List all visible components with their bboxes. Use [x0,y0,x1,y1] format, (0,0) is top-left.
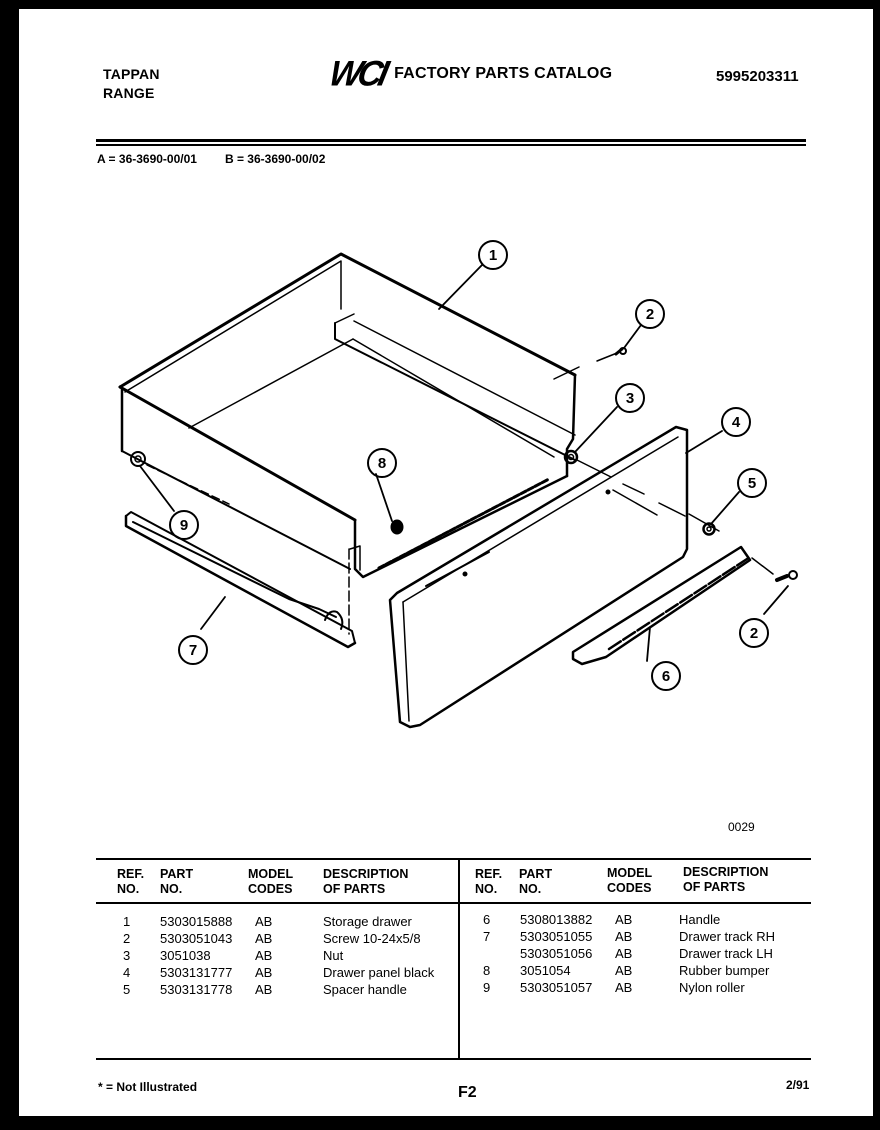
svg-text:4: 4 [731,414,741,431]
model-a: A = 36-3690-00/01 [97,152,197,166]
model-b: B = 36-3690-00/02 [224,152,326,166]
header-rule-top [96,139,806,142]
screw-bottom-shape [777,576,787,580]
svg-text:2: 2 [645,306,655,323]
svg-text:1: 1 [488,247,498,264]
catalog-page [19,9,873,1116]
table-top-rule [96,858,811,860]
drawer-track [126,512,355,647]
table-column-divider [458,858,460,1059]
table-row: 7 5303051055 AB Drawer track RH [483,929,776,944]
model-numbers [97,152,325,166]
catalog-header [325,54,613,94]
svg-text:9: 9 [179,517,189,534]
table-row: 9 5303051057 AB Nylon roller [483,980,745,995]
svg-text:7: 7 [188,642,198,659]
catalog-title: FACTORY PARTS CATALOG [394,65,613,82]
table-row: 4 5303131777 AB Drawer panel black [123,965,435,980]
table-row: 2 5303051043 AB Screw 10-24x5/8 [123,931,421,946]
table-row: 8 3051054 AB Rubber bumper [483,963,770,978]
header-rule-bottom [96,144,806,146]
table-header-rule [96,902,811,904]
exploded-parts-diagram [19,209,873,749]
figure-number: 0029 [728,820,755,834]
document-number: 5995203311 [716,68,799,85]
table-row: 5 5303131778 AB Spacer handle [123,982,407,997]
drawer-panel [390,427,687,727]
col-header-ref-right: REF. NO. [475,867,503,896]
table-row: 1 5303015888 AB Storage drawer [123,914,412,929]
appliance-type: RANGE [103,85,155,101]
table-bottom-rule [96,1058,811,1060]
wci-logo: WCI [325,54,389,94]
parts-list-left [117,913,434,998]
handle [573,547,750,664]
col-header-model-left: MODEL CODES [248,867,294,896]
col-header-ref-left: REF. NO. [117,867,145,896]
svg-text:6: 6 [661,668,671,685]
revision-date: 2/91 [786,1078,810,1092]
svg-text:5: 5 [747,475,757,492]
col-header-desc-right: DESCRIPTION OF PARTS [683,865,769,894]
table-row: 5303051056 AB Drawer track LH [520,946,773,961]
parts-list-right [475,911,775,996]
svg-text:2: 2 [749,625,759,642]
brand-block [103,65,160,103]
page-number: F2 [458,1084,477,1101]
table-row: 6 5308013882 AB Handle [483,912,721,927]
col-header-desc-left: DESCRIPTION OF PARTS [323,867,409,896]
brand-name: TAPPAN [103,66,160,82]
svg-text:3: 3 [625,390,635,407]
not-illustrated-note: * = Not Illustrated [98,1080,198,1094]
col-header-part-left: PART NO. [160,867,194,896]
col-header-model-right: MODEL CODES [607,866,653,895]
col-header-part-right: PART NO. [519,867,553,896]
svg-text:8: 8 [377,455,387,472]
table-row: 3 3051038 AB Nut [123,948,344,963]
